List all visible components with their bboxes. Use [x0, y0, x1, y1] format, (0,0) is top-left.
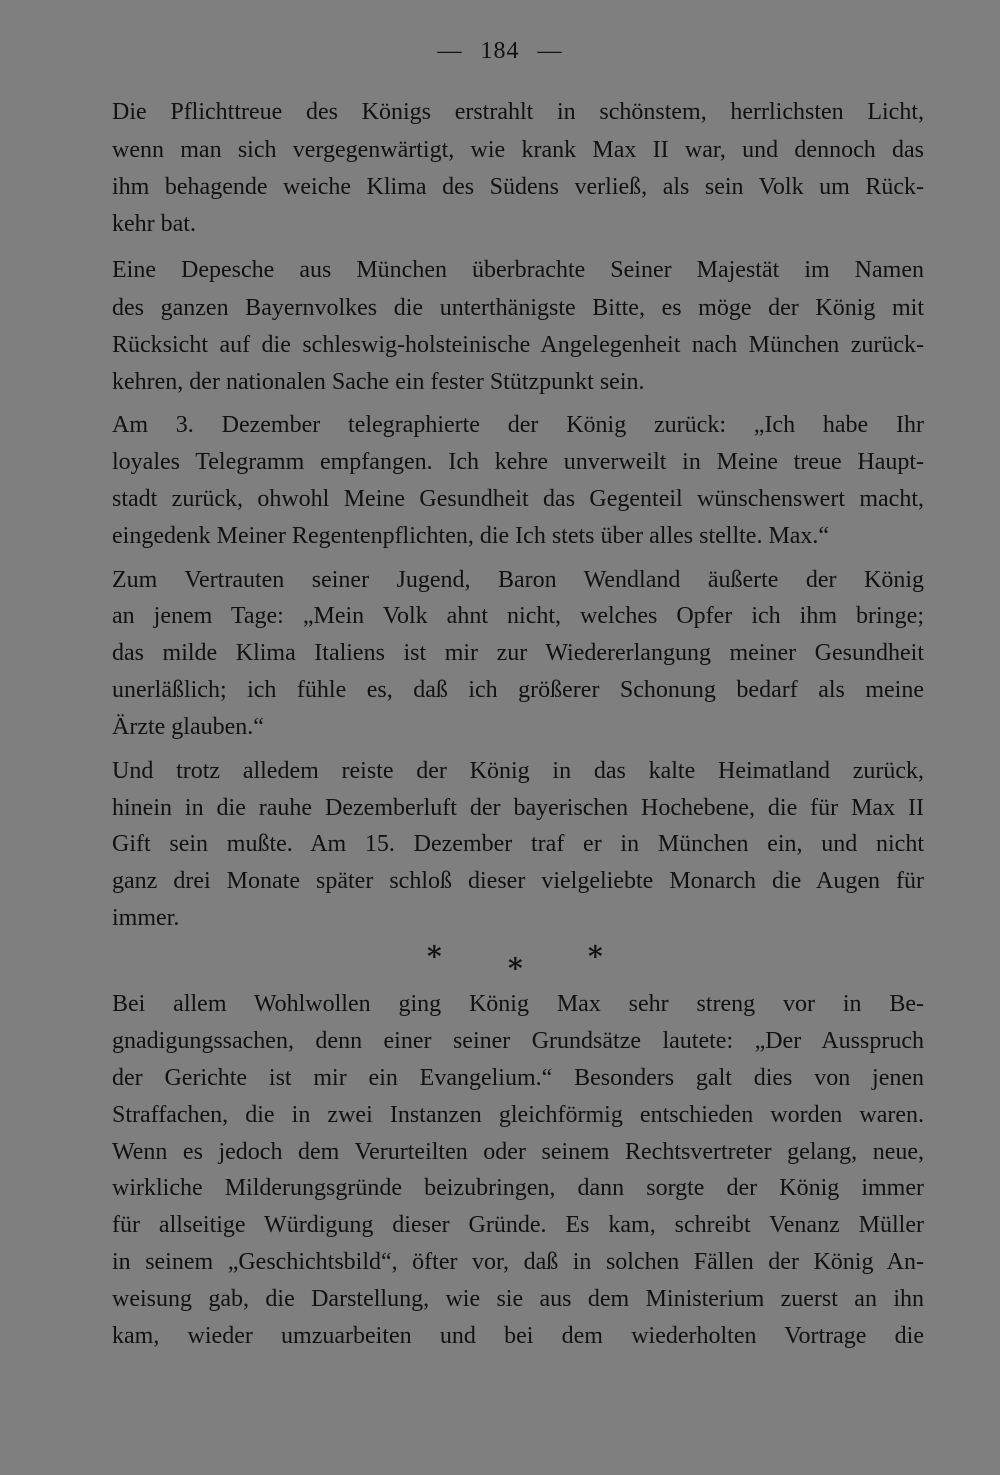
text-line: ihm behagende weiche Klima des Südens verließ, als sein Volk um Rück-	[112, 174, 924, 200]
text-line: Zum Vertrauten seiner Jugend, Baron Wendland äußerte der König	[112, 567, 924, 593]
asterisk: *	[427, 940, 442, 973]
text-line: Bei allem Wohlwollen ging König Max sehr streng vor in Be-	[112, 991, 924, 1017]
text-line: ganz drei Monate später schloß dieser vielgeliebte Monarch die Augen für	[112, 868, 924, 894]
text-line: in seinem „Geschichtsbild“, öfter vor, daß in solchen Fällen der König An-	[112, 1249, 924, 1275]
asterisk: *	[588, 940, 603, 973]
text-line: stadt zurück, ohwohl Meine Gesundheit das Gegenteil wünschenswert macht,	[112, 486, 924, 512]
text-line: immer.	[112, 905, 180, 931]
text-line: für allseitige Würdigung dieser Gründe. Es kam, schreibt Venanz Müller	[112, 1212, 924, 1238]
text-line: unerläßlich; ich fühle es, daß ich größerer Schonung bedarf als meine	[112, 677, 924, 703]
text-line: weisung gab, die Darstellung, wie sie aus dem Ministerium zuerst an ihn	[112, 1286, 924, 1312]
text-line: wirkliche Milderungsgründe beizubringen, dann sorgte der König immer	[112, 1175, 924, 1201]
text-line: kehr bat.	[112, 211, 196, 237]
text-line: Die Pflichttreue des Königs erstrahlt in schönstem, herrlichsten Licht,	[112, 99, 924, 125]
text-line: gnadigungssachen, denn einer seiner Grundsätze lautete: „Der Ausspruch	[112, 1028, 924, 1054]
page-number: 184	[480, 38, 520, 64]
text-line: hinein in die rauhe Dezemberluft der bayerischen Hochebene, die für Max II	[112, 795, 924, 821]
page-number-dash-left: —	[437, 38, 463, 64]
section-separator	[0, 940, 1000, 985]
text-line: eingedenk Meiner Regentenpflichten, die Ich stets über alles stellte. Max.“	[112, 523, 830, 549]
text-line: wenn man sich vergegenwärtigt, wie krank Max II war, und dennoch das	[112, 137, 924, 163]
page-number-dash-right: —	[537, 38, 563, 64]
text-line: Gift sein mußte. Am 15. Dezember traf er in München ein, und nicht	[112, 831, 924, 857]
text-line: der Gerichte ist mir ein Evangelium.“ Besonders galt dies von jenen	[112, 1065, 924, 1091]
text-line: Und trotz alledem reiste der König in das kalte Heimatland zurück,	[112, 758, 924, 784]
text-line: Rücksicht auf die schleswig-holsteinische Angelegenheit nach München zurück-	[112, 332, 924, 358]
text-line: des ganzen Bayernvolkes die unterthänigste Bitte, es möge der König mit	[112, 295, 924, 321]
text-line: Ärzte glauben.“	[112, 714, 264, 740]
text-line: an jenem Tage: „Mein Volk ahnt nicht, welches Opfer ich ihm bringe;	[112, 603, 924, 629]
text-line: Eine Depesche aus München überbrachte Seiner Majestät im Namen	[112, 257, 924, 283]
text-line: das milde Klima Italiens ist mir zur Wiedererlangung meiner Gesundheit	[112, 640, 924, 666]
text-line: kehren, der nationalen Sache ein fester Stützpunkt sein.	[112, 369, 645, 395]
page-number-header	[0, 38, 1000, 65]
text-line: kam, wieder umzuarbeiten und bei dem wiederholten Vortrage die	[112, 1323, 924, 1349]
text-line: loyales Telegramm empfangen. Ich kehre unverweilt in Meine treue Haupt-	[112, 449, 924, 475]
text-line: Straffachen, die in zwei Instanzen gleichförmig entschieden worden waren.	[112, 1102, 924, 1128]
text-line: Am 3. Dezember telegraphierte der König zurück: „Ich habe Ihr	[112, 412, 924, 438]
text-line: Wenn es jedoch dem Verurteilten oder seinem Rechtsvertreter gelang, neue,	[112, 1139, 924, 1165]
asterisk: *	[508, 952, 523, 985]
